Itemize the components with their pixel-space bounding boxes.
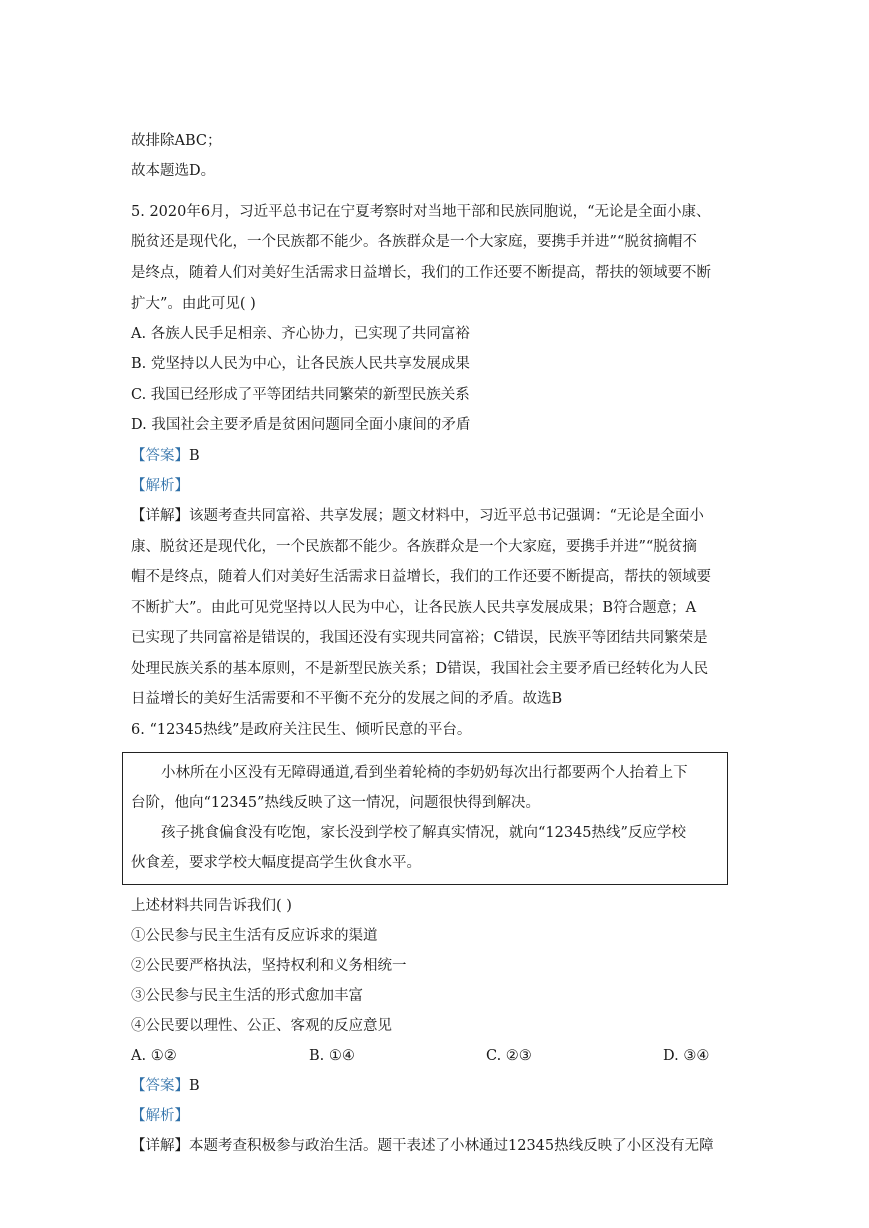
q5-detail-line: 处理民族关系的基本原则，不是新型民族关系；D错误，我国社会主要矛盾已经转化为人民 xyxy=(131,661,709,677)
analysis-tag: 【解析】 xyxy=(131,478,189,494)
detail-tag: 【详解】 xyxy=(131,508,189,524)
q5-detail-line: 已实现了共同富裕是错误的，我国还没有实现共同富裕；C错误，民族平等团结共同繁荣是 xyxy=(131,630,708,646)
q5-answer xyxy=(131,446,200,466)
q5-option-b: B. 党坚持以人民为中心，让各民族人民共享发展成果 xyxy=(131,356,470,372)
q6-item-3: ③公民参与民主生活的形式愈加丰富 xyxy=(131,988,363,1004)
material-line: 台阶，他向“12345”热线反映了这一情况，问题很快得到解决。 xyxy=(131,795,540,811)
q5-stem-line: 是终点，随着人们对美好生活需求日益增长，我们的工作还要不断提高，帮扶的领域要不断 xyxy=(131,265,711,281)
answer-value: B xyxy=(189,1078,200,1094)
q5-analysis xyxy=(131,476,189,496)
answer-tag: 【答案】 xyxy=(131,448,189,464)
material-line: 伙食差，要求学校大幅度提高学生伙食水平。 xyxy=(131,855,421,871)
answer-value: B xyxy=(189,448,200,464)
q5-detail-line: 不断扩大”。由此可见党坚持以人民为中心，让各民族人民共享发展成果；B符合题意；A xyxy=(131,600,697,616)
q6-stem: 6. “12345热线”是政府关注民生、倾听民意的平台。 xyxy=(131,722,472,738)
q5-option-c: C. 我国已经形成了平等团结共同繁荣的新型民族关系 xyxy=(131,387,470,403)
text-line: 故本题选D。 xyxy=(131,163,216,179)
q6-option-d: D. ③④ xyxy=(663,1048,710,1064)
material-line: 小林所在小区没有无障碍通道,看到坐着轮椅的李奶奶每次出行都要两个人抬着上下 xyxy=(161,765,688,781)
q6-question: 上述材料共同告诉我们( ) xyxy=(131,898,292,914)
q6-item-4: ④公民要以理性、公正、客观的反应意见 xyxy=(131,1018,392,1034)
q6-option-b: B. ①④ xyxy=(309,1048,355,1064)
q5-detail-line: 康、脱贫还是现代化，一个民族都不能少。各族群众是一个大家庭，要携手并进”“脱贫摘 xyxy=(131,539,697,555)
detail-text: 该题考查共同富裕、共享发展；题文材料中，习近平总书记强调：“无论是全面小 xyxy=(189,508,704,524)
q6-detail-line xyxy=(131,1136,714,1156)
q5-detail-line xyxy=(131,506,704,526)
q5-stem-line: 脱贫还是现代化，一个民族都不能少。各族群众是一个大家庭，要携手并进”“脱贫摘帽不 xyxy=(131,234,697,250)
q5-stem-line: 5. 2020年6月，习近平总书记在宁夏考察时对当地干部和民族同胞说，“无论是全面小康、 xyxy=(131,204,711,220)
q6-option-a: A. ①② xyxy=(131,1048,177,1064)
answer-tag: 【答案】 xyxy=(131,1078,189,1094)
q6-material-box xyxy=(122,752,728,885)
material-line: 孩子挑食偏食没有吃饱，家长没到学校了解真实情况，就向“12345热线”反应学校 xyxy=(161,825,686,841)
q5-option-d: D. 我国社会主要矛盾是贫困问题同全面小康间的矛盾 xyxy=(131,417,471,433)
q6-answer xyxy=(131,1076,200,1096)
q6-analysis xyxy=(131,1106,189,1126)
q5-option-a: A. 各族人民手足相亲、齐心协力，已实现了共同富裕 xyxy=(131,326,470,342)
analysis-tag: 【解析】 xyxy=(131,1108,189,1124)
detail-tag: 【详解】 xyxy=(131,1138,189,1154)
q6-item-2: ②公民要严格执法，坚持权利和义务相统一 xyxy=(131,958,407,974)
q6-option-c: C. ②③ xyxy=(486,1048,532,1064)
q5-detail-line: 日益增长的美好生活需要和不平衡不充分的发展之间的矛盾。故选B xyxy=(131,691,563,707)
q5-stem-line: 扩大”。由此可见( ) xyxy=(131,296,256,312)
q6-item-1: ①公民参与民主生活有反应诉求的渠道 xyxy=(131,928,378,944)
q5-detail-line: 帽不是终点，随着人们对美好生活需求日益增长，我们的工作还要不断提高，帮扶的领域要 xyxy=(131,569,711,585)
text-line: 故排除ABC； xyxy=(131,133,222,149)
detail-text: 本题考查积极参与政治生活。题干表述了小林通过12345热线反映了小区没有无障 xyxy=(189,1138,714,1154)
